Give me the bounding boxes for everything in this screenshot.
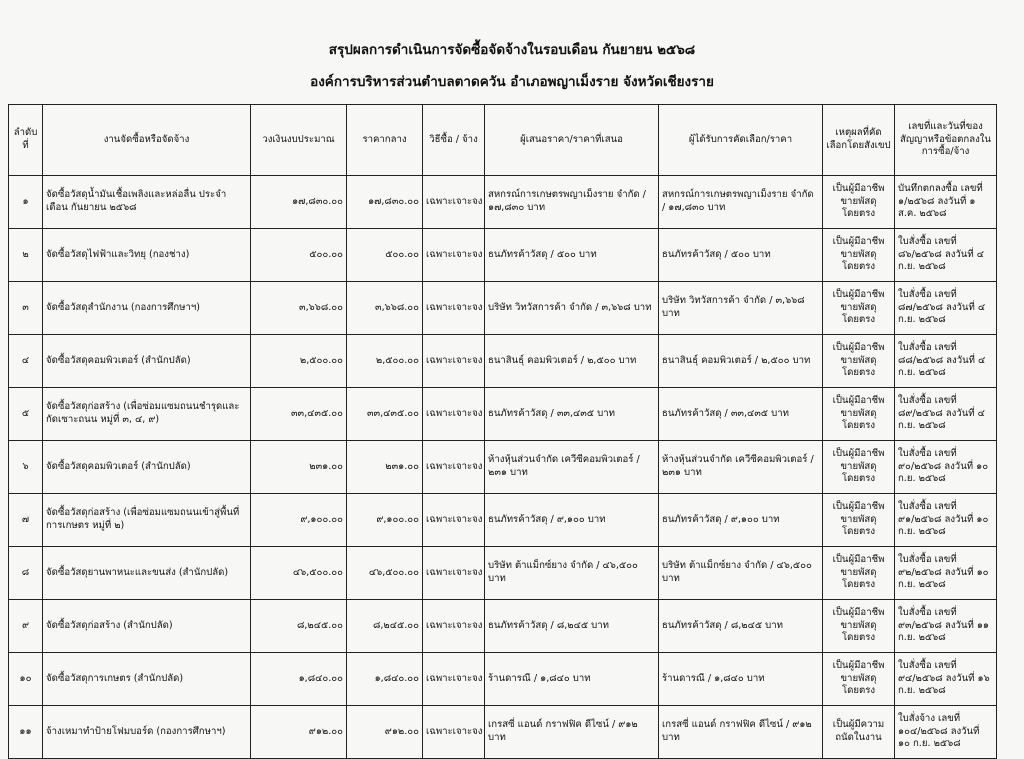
cell-reason: เป็นผู้มีอาชีพขายพัสดุโดยตรง [823,494,895,547]
header-bidders: ผู้เสนอราคา/ราคาที่เสนอ [485,105,659,176]
cell-item: จัดซื้อวัสดุก่อสร้าง (เพื่อซ่อมแซมถนนชำรุดและกัดเซาะถนน หมู่ที่ ๓, ๔, ๙) [43,388,251,441]
cell-budget: ๓,๖๖๘.๐๐ [251,282,347,335]
cell-item: จัดซื้อวัสดุคอมพิวเตอร์ (สำนักปลัด) [43,335,251,388]
table-row [9,282,997,335]
cell-contract: ใบสั่งซื้อ เลขที่ ๙๐/๒๕๖๘ ลงวันที่ ๑๐ ก.ย. ๒๕๖๘ [895,441,997,494]
header-contract: เลขที่และวันที่ของสัญญาหรือข้อตกลงในการซื้อ/จ้าง [895,105,997,176]
table-row [9,653,997,706]
table-row [9,229,997,282]
cell-contract: ใบสั่งซื้อ เลขที่ ๙๓/๒๕๖๘ ลงวันที่ ๑๑ ก.ย. ๒๕๖๘ [895,600,997,653]
cell-reason: เป็นผู้มีความถนัดในงาน [823,706,895,759]
cell-median-price: ๑,๘๔๐.๐๐ [347,653,423,706]
header-method: วิธีซื้อ / จ้าง [423,105,485,176]
cell-bidder: สหกรณ์การเกษตรพญาเม็งราย จำกัด / ๑๗,๘๓๐ บาท [485,176,659,229]
cell-median-price: ๙๑๒.๐๐ [347,706,423,759]
cell-no: ๑ [9,176,43,229]
cell-item: จัดซื้อวัสดุก่อสร้าง (เพื่อซ่อมแซมถนนเข้าสู่พื้นที่การเกษตร หมู่ที่ ๒) [43,494,251,547]
header-item: งานจัดซื้อหรือจัดจ้าง [43,105,251,176]
cell-item: จัดซื้อวัสดุสำนักงาน (กองการศึกษาฯ) [43,282,251,335]
header-selected: ผู้ได้รับการคัดเลือก/ราคา [659,105,823,176]
cell-budget: ๑๗,๘๓๐.๐๐ [251,176,347,229]
cell-item: จัดซื้อวัสดุยานพาหนะและขนส่ง (สำนักปลัด) [43,547,251,600]
cell-selected: บริษัท วิทวัสการค้า จำกัด / ๓,๖๖๘ บาท [659,282,823,335]
cell-median-price: ๒๓๑.๐๐ [347,441,423,494]
header-budget: วงเงินงบประมาณ [251,105,347,176]
cell-method: เฉพาะเจาะจง [423,494,485,547]
cell-method: เฉพาะเจาะจง [423,653,485,706]
cell-no: ๗ [9,494,43,547]
cell-selected: สหกรณ์การเกษตรพญาเม็งราย จำกัด / ๑๗,๘๓๐ บาท [659,176,823,229]
cell-no: ๑๐ [9,653,43,706]
cell-bidder: ธนภัทรค้าวัสดุ / ๕๐๐ บาท [485,229,659,282]
cell-bidder: บริษัท วิทวัสการค้า จำกัด / ๓,๖๖๘ บาท [485,282,659,335]
cell-contract: ใบสั่งซื้อ เลขที่ ๘๗/๒๕๖๘ ลงวันที่ ๔ ก.ย. ๒๕๖๘ [895,282,997,335]
procurement-table [8,104,997,759]
cell-median-price: ๓,๖๖๘.๐๐ [347,282,423,335]
cell-contract: ใบสั่งซื้อ เลขที่ ๙๑/๒๕๖๘ ลงวันที่ ๑๐ ก.ย. ๒๕๖๘ [895,494,997,547]
cell-budget: ๕๐๐.๐๐ [251,229,347,282]
cell-budget: ๓๓,๔๓๕.๐๐ [251,388,347,441]
table-row [9,706,997,759]
table-row [9,176,997,229]
cell-budget: ๙๑๒.๐๐ [251,706,347,759]
cell-item: จัดซื้อวัสดุน้ำมันเชื้อเพลิงและหล่อลื่น ประจำเดือน กันยายน ๒๕๖๘ [43,176,251,229]
cell-median-price: ๙,๑๐๐.๐๐ [347,494,423,547]
cell-selected: ธนภัทรค้าวัสดุ / ๙,๑๐๐ บาท [659,494,823,547]
cell-item: จัดซื้อวัสดุคอมพิวเตอร์ (สำนักปลัด) [43,441,251,494]
cell-contract: ใบสั่งซื้อ เลขที่ ๘๖/๒๕๖๘ ลงวันที่ ๔ ก.ย. ๒๕๖๘ [895,229,997,282]
cell-reason: เป็นผู้มีอาชีพขายพัสดุโดยตรง [823,176,895,229]
table-row [9,600,997,653]
cell-bidder: เกรสซี่ แอนด์ กราฟฟิค ดีไซน์ / ๙๑๒ บาท [485,706,659,759]
document-subtitle: องค์การบริหารส่วนตำบลตาดควัน อำเภอพญาเม็งราย จังหวัดเชียงราย [310,74,714,90]
cell-reason: เป็นผู้มีอาชีพขายพัสดุโดยตรง [823,441,895,494]
cell-median-price: ๓๓,๔๓๕.๐๐ [347,388,423,441]
cell-method: เฉพาะเจาะจง [423,706,485,759]
cell-item: จัดซื้อวัสดุไฟฟ้าและวิทยุ (กองช่าง) [43,229,251,282]
cell-selected: ร้านดารณี / ๑,๘๔๐ บาท [659,653,823,706]
cell-bidder: ธนาสินธุ์ คอมพิวเตอร์ / ๒,๕๐๐ บาท [485,335,659,388]
cell-no: ๕ [9,388,43,441]
cell-reason: เป็นผู้มีอาชีพขายพัสดุโดยตรง [823,600,895,653]
header-median-price: ราคากลาง [347,105,423,176]
cell-selected: ธนภัทรค้าวัสดุ / ๓๓,๔๓๕ บาท [659,388,823,441]
cell-budget: ๔๖,๕๐๐.๐๐ [251,547,347,600]
cell-selected: เกรสซี่ แอนด์ กราฟฟิค ดีไซน์ / ๙๑๒ บาท [659,706,823,759]
cell-selected: ธนภัทรค้าวัสดุ / ๕๐๐ บาท [659,229,823,282]
cell-budget: ๒๓๑.๐๐ [251,441,347,494]
cell-reason: เป็นผู้มีอาชีพขายพัสดุโดยตรง [823,547,895,600]
cell-bidder: ห้างหุ้นส่วนจำกัด เควีซีคอมพิวเตอร์ / ๒๓๑ บาท [485,441,659,494]
table-row [9,335,997,388]
cell-no: ๔ [9,335,43,388]
cell-reason: เป็นผู้มีอาชีพขายพัสดุโดยตรง [823,335,895,388]
cell-method: เฉพาะเจาะจง [423,176,485,229]
table-row [9,441,997,494]
cell-selected: ห้างหุ้นส่วนจำกัด เควีซีคอมพิวเตอร์ / ๒๓๑ บาท [659,441,823,494]
cell-method: เฉพาะเจาะจง [423,282,485,335]
cell-method: เฉพาะเจาะจง [423,229,485,282]
cell-contract: ใบสั่งซื้อ เลขที่ ๘๘/๒๕๖๘ ลงวันที่ ๔ ก.ย. ๒๕๖๘ [895,335,997,388]
cell-no: ๘ [9,547,43,600]
document-title: สรุปผลการดำเนินการจัดซื้อจัดจ้างในรอบเดือน กันยายน ๒๕๖๘ [328,42,696,58]
cell-selected: ธนภัทรค้าวัสดุ / ๘,๒๔๕ บาท [659,600,823,653]
cell-budget: ๒,๕๐๐.๐๐ [251,335,347,388]
cell-median-price: ๒,๕๐๐.๐๐ [347,335,423,388]
cell-no: ๑๑ [9,706,43,759]
table-header-row [9,105,997,176]
cell-median-price: ๑๗,๘๓๐.๐๐ [347,176,423,229]
cell-bidder: ร้านดารณี / ๑,๘๔๐ บาท [485,653,659,706]
table-row [9,547,997,600]
table-row [9,388,997,441]
cell-bidder: ธนภัทรค้าวัสดุ / ๓๓,๔๓๕ บาท [485,388,659,441]
header-no: ลำดับที่ [9,105,43,176]
header-reason: เหตุผลที่คัดเลือกโดยสังเขป [823,105,895,176]
cell-budget: ๙,๑๐๐.๐๐ [251,494,347,547]
cell-method: เฉพาะเจาะจง [423,335,485,388]
cell-median-price: ๘,๒๔๕.๐๐ [347,600,423,653]
cell-contract: ใบสั่งซื้อ เลขที่ ๙๔/๒๕๖๘ ลงวันที่ ๑๖ ก.ย. ๒๕๖๘ [895,653,997,706]
cell-budget: ๘,๒๔๕.๐๐ [251,600,347,653]
cell-no: ๒ [9,229,43,282]
cell-item: จ้างเหมาทำป้ายโฟมบอร์ด (กองการศึกษาฯ) [43,706,251,759]
cell-reason: เป็นผู้มีอาชีพขายพัสดุโดยตรง [823,653,895,706]
cell-bidder: บริษัท ต้าแม็กซ์ยาง จำกัด / ๔๖,๕๐๐ บาท [485,547,659,600]
cell-bidder: ธนภัทรค้าวัสดุ / ๘,๒๔๕ บาท [485,600,659,653]
cell-item: จัดซื้อวัสดุก่อสร้าง (สำนักปลัด) [43,600,251,653]
cell-no: ๓ [9,282,43,335]
cell-selected: ธนาสินธุ์ คอมพิวเตอร์ / ๒,๕๐๐ บาท [659,335,823,388]
cell-method: เฉพาะเจาะจง [423,547,485,600]
table-row [9,494,997,547]
cell-median-price: ๕๐๐.๐๐ [347,229,423,282]
cell-no: ๙ [9,600,43,653]
cell-contract: ใบสั่งจ้าง เลขที่ ๑๐๔/๒๕๖๘ ลงวันที่ ๑๐ ก.ย. ๒๕๖๘ [895,706,997,759]
cell-method: เฉพาะเจาะจง [423,388,485,441]
cell-reason: เป็นผู้มีอาชีพขายพัสดุโดยตรง [823,282,895,335]
cell-contract: ใบสั่งซื้อ เลขที่ ๘๙/๒๕๖๘ ลงวันที่ ๔ ก.ย. ๒๕๖๘ [895,388,997,441]
cell-budget: ๑,๘๔๐.๐๐ [251,653,347,706]
cell-reason: เป็นผู้มีอาชีพขายพัสดุโดยตรง [823,229,895,282]
cell-method: เฉพาะเจาะจง [423,600,485,653]
cell-reason: เป็นผู้มีอาชีพขายพัสดุโดยตรง [823,388,895,441]
cell-selected: บริษัท ต้าแม็กซ์ยาง จำกัด / ๔๖,๕๐๐ บาท [659,547,823,600]
cell-contract: บันทึกตกลงซื้อ เลขที่ ๑/๒๕๖๘ ลงวันที่ ๑ ส.ค. ๒๕๖๘ [895,176,997,229]
cell-median-price: ๔๖,๕๐๐.๐๐ [347,547,423,600]
cell-item: จัดซื้อวัสดุการเกษตร (สำนักปลัด) [43,653,251,706]
cell-method: เฉพาะเจาะจง [423,441,485,494]
cell-contract: ใบสั่งซื้อ เลขที่ ๙๒/๒๕๖๘ ลงวันที่ ๑๐ ก.ย. ๒๕๖๘ [895,547,997,600]
cell-no: ๖ [9,441,43,494]
cell-bidder: ธนภัทรค้าวัสดุ / ๙,๑๐๐ บาท [485,494,659,547]
